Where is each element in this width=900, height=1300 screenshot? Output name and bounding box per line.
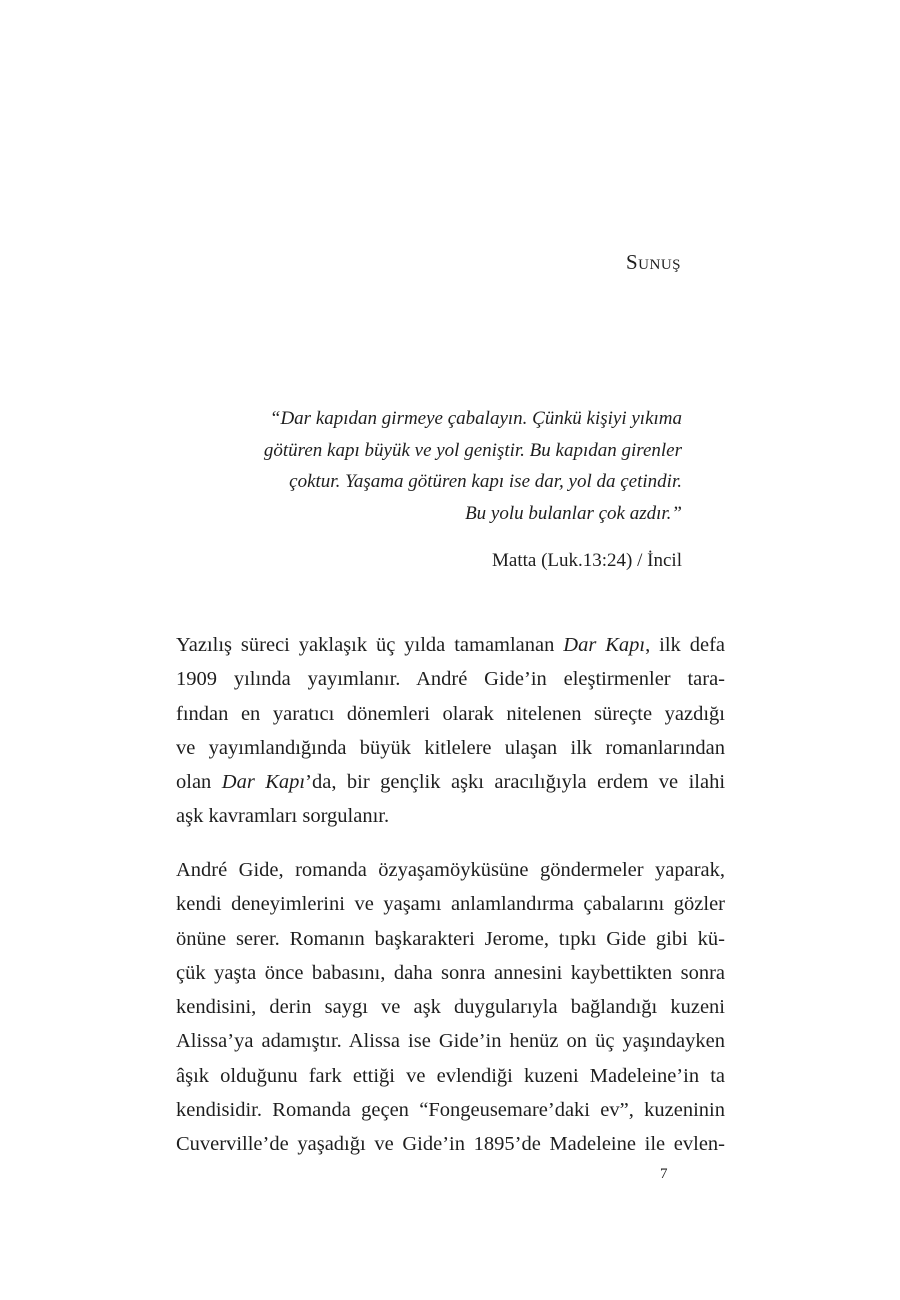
paragraph-2 [176,853,725,1162]
paragraph-line: fından en yaratıcı dönemleri olarak nitelenen süreçte yazdığı [176,702,725,725]
paragraph-line: kendi deneyimlerini ve yaşamı anlamlandırma çabalarını gözler [176,893,725,916]
epigraph-quote [180,403,682,529]
epigraph-source: Matta (Luk.13:24) / İncil [492,550,682,571]
paragraph-line: Alissa’ya adamıştır. Alissa ise Gide’in henüz on üç yaşındayken [176,1030,725,1053]
text-run: Yazılış süreci yaklaşık üç yılda tamamlanan [176,634,564,656]
paragraph-line [176,628,725,662]
paragraph-line: 1909 yılında yayımlanır. André Gide’in eleştirmenler tara- [176,668,725,691]
paragraph-line: aşk kavramları sorgulanır. [176,805,390,828]
paragraph-line: ve yayımlandığında büyük kitlelere ulaşan ilk romanlarından [176,736,725,759]
text-run: ’da, bir gençlik aşkı aracılığıyla erdem ve ilahi [305,771,725,794]
text-run: olan [176,771,222,794]
paragraph-1 [176,628,725,834]
paragraph-line [176,765,725,799]
section-heading: Sunuş [625,250,681,274]
paragraph-line: André Gide, romanda özyaşamöyküsüne göndermeler yaparak, [176,859,725,881]
book-title: Dar Kapı [563,634,646,656]
page-number: 7 [660,1166,668,1182]
paragraph-line: kendisini, derin saygı ve aşk duygularıyla bağlandığı kuzeni [176,996,725,1019]
paragraph-line: âşık olduğunu fark ettiği ve evlendiği kuzeni Madeleine’in ta [176,1064,725,1087]
epigraph-line: çoktur. Yaşama götüren kapı ise dar, yol da çetindir. [289,471,682,492]
book-title: Dar Kapı [221,771,306,794]
epigraph-line: Bu yolu bulanlar çok azdır.” [465,502,682,524]
paragraph-line: kendisidir. Romanda geçen “Fongeusemare’daki ev”, kuzeninin [176,1099,725,1122]
epigraph-line: “Dar kapıdan girmeye çabalayın. Çünkü kişiyi yıkıma [269,408,682,429]
paragraph-line: önüne serer. Romanın başkarakteri Jerome, tıpkı Gide gibi kü- [176,927,725,950]
paragraph-line: Cuverville’de yaşadığı ve Gide’in 1895’de Madeleine ile evlen- [176,1133,725,1156]
epigraph-line: götüren kapı büyük ve yol geniştir. Bu kapıdan girenler [263,439,682,461]
paragraph-line: çük yaşta önce babasını, daha sonra annesini kaybettikten sonra [176,961,725,984]
text-run: , ilk defa [645,634,725,656]
